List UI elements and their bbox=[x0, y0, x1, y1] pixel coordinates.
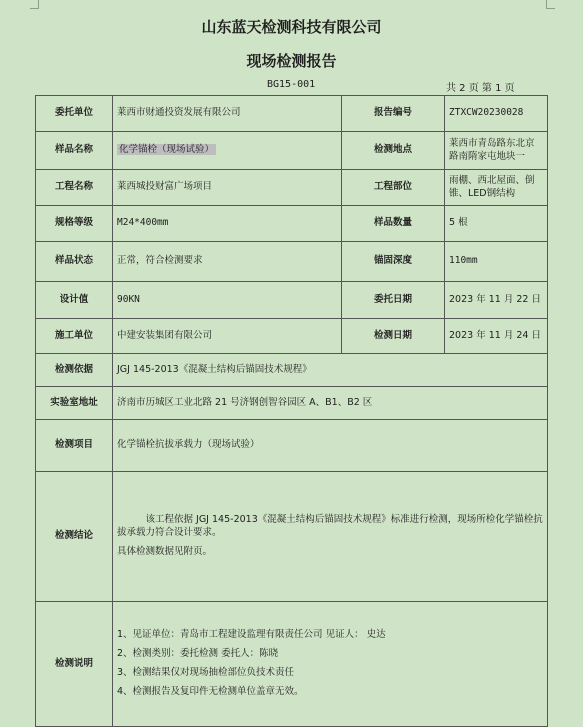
table-row bbox=[36, 472, 548, 602]
quantity-value: 5 根 bbox=[445, 206, 548, 242]
location-label: 检测地点 bbox=[342, 132, 445, 170]
spec-value: M24*400mm bbox=[113, 206, 342, 242]
table-row bbox=[36, 242, 548, 282]
entrust-date-label: 委托日期 bbox=[342, 282, 445, 319]
entrust-date-value: 2023 年 11 月 22 日 bbox=[445, 282, 548, 319]
report-no-value: ZTXCW20230028 bbox=[445, 96, 548, 132]
project-label: 工程名称 bbox=[36, 170, 113, 206]
basis-value: JGJ 145-2013《混凝土结构后锚固技术规程》 bbox=[113, 354, 548, 387]
test-date-value: 2023 年 11 月 24 日 bbox=[445, 319, 548, 354]
notes-label: 检测说明 bbox=[36, 602, 113, 727]
table-row bbox=[36, 420, 548, 472]
conclusion-note: 具体检测数据见附页。 bbox=[117, 545, 213, 557]
test-date-label: 检测日期 bbox=[342, 319, 445, 354]
part-value: 雨棚、西北屋面、倒锥、LED钢结构 bbox=[445, 170, 548, 206]
note-item: 3、检测结果仅对现场抽检部位负技术责任 bbox=[117, 667, 295, 678]
note-item: 2、检测类别：委托检测 委托人：陈晓 bbox=[117, 648, 279, 660]
item-value: 化学锚栓抗拔承载力（现场试验） bbox=[113, 420, 548, 472]
quantity-label: 样品数量 bbox=[342, 206, 445, 242]
form-code: BG15-001 bbox=[267, 79, 316, 90]
conclusion-cell bbox=[113, 472, 548, 602]
report-table bbox=[35, 95, 548, 727]
table-row bbox=[36, 282, 548, 319]
report-title: 现场检测报告 bbox=[246, 52, 337, 70]
table-row bbox=[36, 206, 548, 242]
item-label: 检测项目 bbox=[36, 420, 113, 472]
table-row bbox=[36, 132, 548, 170]
notes-cell bbox=[113, 602, 548, 727]
table-row bbox=[36, 96, 548, 132]
sample-name-cell bbox=[113, 132, 342, 170]
sample-name-value: 化学锚栓（现场试验） bbox=[119, 144, 215, 156]
state-value: 正常，符合检测要求 bbox=[113, 242, 342, 282]
lab-value: 济南市历城区工业北路 21 号济钢创智谷园区 A、B1、B2 区 bbox=[113, 387, 548, 420]
depth-value: 110mm bbox=[445, 242, 548, 282]
company-name: 山东蓝天检测科技有限公司 bbox=[201, 18, 382, 36]
spec-label: 规格等级 bbox=[36, 206, 113, 242]
note-item: 1、见证单位：青岛市工程建设监理有限责任公司 见证人： 史达 bbox=[117, 629, 386, 641]
design-label: 设计值 bbox=[36, 282, 113, 319]
table-row bbox=[36, 354, 548, 387]
design-value: 90KN bbox=[113, 282, 342, 319]
builder-value: 中建安装集团有限公司 bbox=[113, 319, 342, 354]
location-value: 莱西市青岛路东北京路南隋家屯地块一 bbox=[445, 132, 548, 170]
depth-label: 锚固深度 bbox=[342, 242, 445, 282]
client-label: 委托单位 bbox=[36, 96, 113, 132]
report-no-label: 报告编号 bbox=[342, 96, 445, 132]
corner-mark-right bbox=[546, 0, 555, 9]
table-row bbox=[36, 387, 548, 420]
note-item: 4、检测报告及复印件无检测单位盖章无效。 bbox=[117, 685, 304, 697]
sample-name-label: 样品名称 bbox=[36, 132, 113, 170]
client-value: 莱西市财通投资发展有限公司 bbox=[113, 96, 342, 132]
state-label: 样品状态 bbox=[36, 242, 113, 282]
page-count: 共 2 页 第 1 页 bbox=[446, 83, 515, 94]
conclusion-paragraph: 该工程依据 JGJ 145-2013《混凝土结构后锚固技术规程》标准进行检测，现场所检化学锚栓抗拔承载力符合设计要求。 bbox=[117, 514, 543, 539]
table-row bbox=[36, 170, 548, 206]
basis-label: 检测依据 bbox=[36, 354, 113, 387]
lab-label: 实验室地址 bbox=[36, 387, 113, 420]
table-row bbox=[36, 602, 548, 727]
corner-mark-left bbox=[30, 0, 39, 9]
conclusion-label: 检测结论 bbox=[36, 472, 113, 602]
part-label: 工程部位 bbox=[342, 170, 445, 206]
table-row bbox=[36, 319, 548, 354]
project-value: 莱西城投财富广场项目 bbox=[113, 170, 342, 206]
builder-label: 施工单位 bbox=[36, 319, 113, 354]
